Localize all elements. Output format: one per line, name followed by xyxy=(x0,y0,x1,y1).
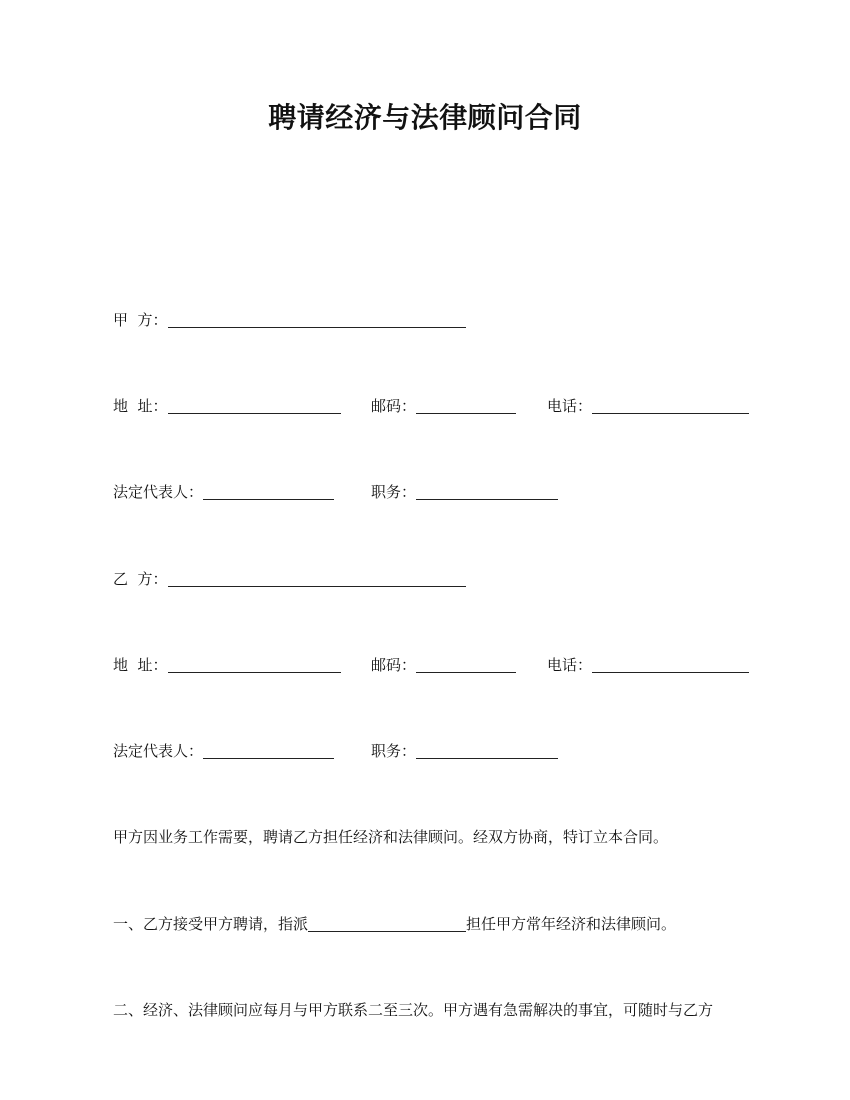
intro-paragraph: 甲方因业务工作需要，聘请乙方担任经济和法律顾问。经双方协商，特订立本合同。 xyxy=(113,828,669,846)
party-b-address-blank[interactable] xyxy=(168,652,341,673)
party-b-phone-blank[interactable] xyxy=(592,652,749,673)
clause-1-designee-blank[interactable] xyxy=(308,911,466,932)
clause-1-text-after: 担任甲方常年经济和法律顾问。 xyxy=(466,915,677,933)
party-a-phone-label: 电话： xyxy=(547,397,593,415)
party-b-name-label: 乙 方： xyxy=(113,570,168,588)
party-a-name-label: 甲 方： xyxy=(113,311,168,329)
party-b-legal-rep-blank[interactable] xyxy=(203,738,334,759)
party-a-position-blank[interactable] xyxy=(416,479,558,500)
party-b-phone-label: 电话： xyxy=(547,656,593,674)
party-b-address-label: 地 址： xyxy=(113,656,168,674)
document-title: 聘请经济与法律顾问合同 xyxy=(268,101,582,134)
party-a-phone-blank[interactable] xyxy=(592,393,749,414)
clause-1 xyxy=(113,910,676,938)
party-a-position-label: 职务： xyxy=(371,483,417,501)
party-a-address-blank[interactable] xyxy=(168,393,341,414)
party-a-legal-rep-blank[interactable] xyxy=(203,479,334,500)
party-b-postcode-blank[interactable] xyxy=(416,652,516,673)
party-a-postcode-blank[interactable] xyxy=(416,393,516,414)
party-a-address-label: 地 址： xyxy=(113,397,168,415)
clause-2: 二、经济、法律顾问应每月与甲方联系二至三次。甲方遇有急需解决的事宜，可随时与乙方 xyxy=(113,1001,714,1019)
party-a-postcode-label: 邮码： xyxy=(371,397,417,415)
party-a-name-blank[interactable] xyxy=(168,307,466,328)
clause-1-text-before: 一、乙方接受甲方聘请，指派 xyxy=(113,915,309,933)
party-b-name-blank[interactable] xyxy=(168,566,466,587)
party-b-position-blank[interactable] xyxy=(416,738,558,759)
party-b-postcode-label: 邮码： xyxy=(371,656,417,674)
party-a-legal-rep-label: 法定代表人： xyxy=(113,483,204,501)
party-b-position-label: 职务： xyxy=(371,742,417,760)
party-b-legal-rep-label: 法定代表人： xyxy=(113,742,204,760)
